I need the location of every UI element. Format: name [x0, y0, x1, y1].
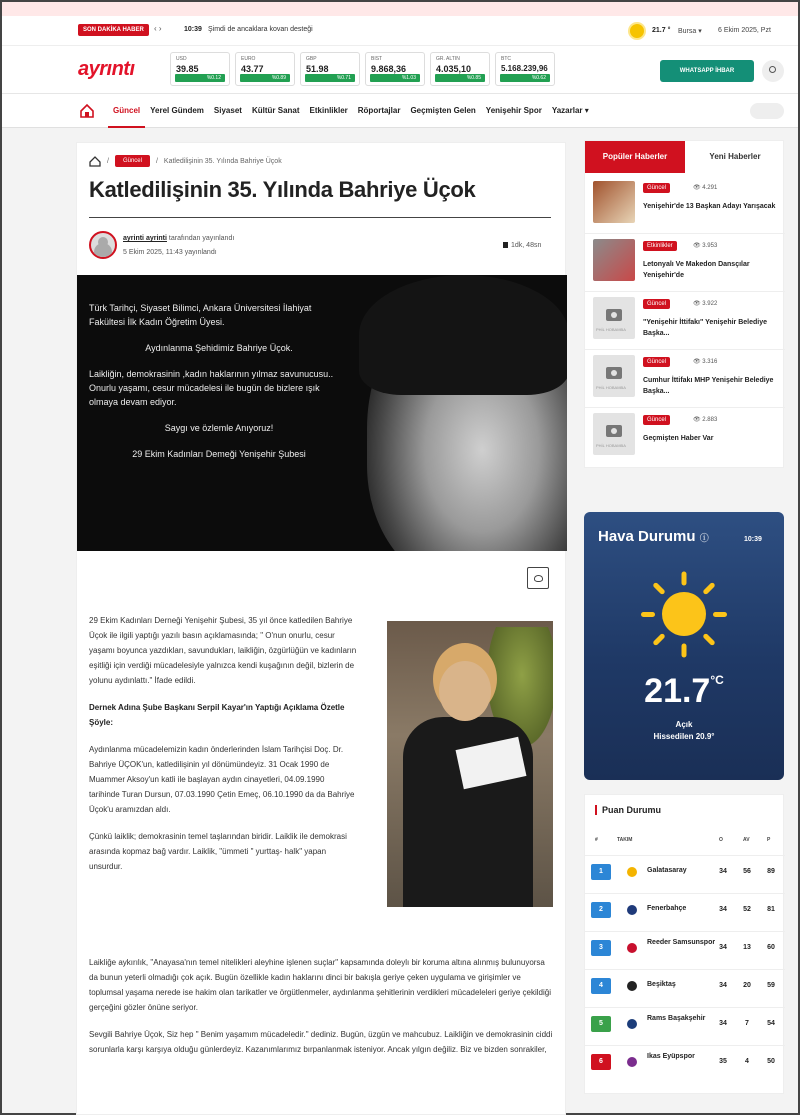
popular-news-item[interactable]: [593, 413, 779, 473]
market-card-btc[interactable]: [495, 52, 555, 86]
view-count-value: 3.922: [702, 301, 718, 307]
standings-title: Puan Durumu: [595, 805, 661, 815]
market-ticker: [170, 52, 555, 86]
whatsapp-report-button[interactable]: WHATSAPP İHBAR: [660, 60, 754, 82]
market-label: BTC: [501, 56, 511, 62]
team-logo-icon: [627, 981, 637, 991]
market-change: %0.85: [435, 74, 485, 82]
team-name[interactable]: Beşiktaş: [647, 981, 676, 988]
view-count: 👁 2.883: [693, 417, 718, 423]
team-name[interactable]: Ikas Eyüpspor: [647, 1053, 695, 1060]
camera-icon: [606, 425, 622, 437]
news-title[interactable]: Geçmişten Haber Var: [643, 435, 714, 442]
nav-item[interactable]: Kültür Sanat: [251, 106, 300, 115]
breadcrumb-current: Katledilişinin 35. Yılında Bahriye Üçok: [163, 157, 282, 165]
team-name[interactable]: Rams Başakşehir: [647, 1015, 706, 1022]
weather-title-text: Hava Durumu: [598, 528, 696, 545]
site-logo[interactable]: ayrıntı: [78, 58, 135, 80]
camera-icon: [606, 309, 622, 321]
sun-ray: [703, 633, 716, 646]
weather-unit: °C: [710, 673, 724, 687]
rank-badge: 6: [591, 1054, 611, 1070]
article-subheading: Dernek Adına Şube Başkanı Serpil Kayar'ın Yaptığı Açıklama Özetle Şöyle:: [89, 703, 345, 727]
view-count: 👁 3.953: [693, 243, 718, 249]
view-count: 👁 4.291: [693, 185, 718, 191]
hero-line: Laikliğin, demokrasinin ,kadın haklarının yılmaz savunucusu.. Onurlu yaşamı, cesur mücadelesi ile bugün de bizlere ışık olmaya devam ediyor.: [89, 369, 334, 407]
market-card-gold[interactable]: [430, 52, 490, 86]
news-category-badge[interactable]: Güncel: [643, 183, 670, 193]
rank-badge: 1: [591, 864, 611, 880]
city-selector[interactable]: Bursa ▾: [678, 28, 702, 35]
standings-header: TAKIM: [617, 837, 633, 843]
view-count: 👁 3.922: [693, 301, 718, 307]
market-change: %0.12: [175, 74, 225, 82]
standings-row[interactable]: [585, 1007, 785, 1039]
rank-badge: 2: [591, 902, 611, 918]
team-logo-icon: [627, 1057, 637, 1067]
points: 54: [767, 1020, 775, 1027]
theme-toggle[interactable]: [750, 103, 784, 119]
news-thumbnail[interactable]: [593, 181, 635, 223]
tab-popular[interactable]: Popüler Haberler: [585, 141, 685, 173]
nav-item[interactable]: Güncel: [108, 94, 145, 128]
rank-badge: 3: [591, 940, 611, 956]
ticker-arrows[interactable]: ‹ ›: [154, 24, 162, 33]
list-divider: [585, 291, 785, 292]
read-time: 1dk, 48sn: [503, 242, 541, 249]
market-card-bist[interactable]: [365, 52, 425, 86]
author-line: [123, 235, 234, 242]
market-label: EURO: [241, 56, 256, 62]
article-body-continued: [89, 955, 555, 1069]
view-count-value: 3.953: [702, 243, 718, 249]
rank-badge: 5: [591, 1016, 611, 1032]
popular-news-item[interactable]: [593, 355, 779, 415]
hero-line: Aydınlanma Şehidimiz Bahriye Üçok.: [145, 343, 293, 353]
list-divider: [585, 233, 785, 234]
top-date: 6 Ekim 2025, Pzt: [718, 27, 771, 34]
nav-item[interactable]: Geçmişten Gelen: [410, 106, 476, 115]
standings-row[interactable]: [585, 855, 785, 887]
average: 52: [743, 906, 751, 913]
nav-item[interactable]: Siyaset: [213, 106, 242, 115]
sun-ray: [652, 582, 665, 595]
nav-item[interactable]: Etkinlikler: [309, 106, 348, 115]
standings-row[interactable]: [585, 931, 785, 963]
team-name[interactable]: Fenerbahçe: [647, 905, 687, 912]
nav-item[interactable]: Yazarlar ▾: [551, 106, 589, 115]
standings-row[interactable]: [585, 893, 785, 925]
played: 34: [719, 944, 727, 951]
weather-feels-like: Hissedilen 20.9°: [653, 732, 715, 741]
popular-news-item[interactable]: [593, 181, 779, 241]
points: 59: [767, 982, 775, 989]
breadcrumb-category[interactable]: Güncel: [115, 155, 150, 167]
points: 50: [767, 1058, 775, 1065]
article-card: [76, 142, 566, 1115]
breadcrumb: [89, 155, 282, 167]
team-name[interactable]: Galatasaray: [647, 867, 687, 874]
market-label: GR. ALTIN: [436, 56, 460, 62]
breaking-news-badge[interactable]: SON DAKİKA HABER: [78, 24, 149, 36]
article-paragraph: Aydınlanma mücadelemizin kadın önderlerinden İslam Tarihçisi Doç. Dr. Bahriye ÜÇOK'un, katledilişinin yıl dönümündeyiz. 31 Ocak 1990 de Muammer Aksoy'un katli ile başlayan aydın cinayetleri, 04.09.1990 tarihinde Turan Dursun, 07.03.1990 Çetin Emeç, 06.10.1990 da da Bahriye Üçok'u aramızdan aldı.: [89, 745, 355, 814]
article-body: [89, 613, 357, 886]
popular-news-item[interactable]: [593, 239, 779, 299]
sun-ray: [641, 612, 655, 617]
article-paragraph: Çünkü laiklik; demokrasinin temel taşlarından biridir. Laiklik ile demokrasi arasında kopmaz bağ vardır. Laiklik, "ümmeti " yurttaş- halk" yapan unsurdur.: [89, 832, 347, 871]
market-value: 43.77: [241, 64, 264, 74]
standings-row[interactable]: [585, 969, 785, 1001]
standings-row[interactable]: [585, 1045, 785, 1077]
average: 56: [743, 868, 751, 875]
weather-widget: [584, 512, 784, 780]
tab-recent[interactable]: Yeni Haberler: [709, 152, 761, 161]
team-logo-icon: [627, 867, 637, 877]
top-temperature: 21.7 °: [652, 27, 671, 34]
team-logo-icon: [627, 943, 637, 953]
view-count-value: 3.316: [702, 359, 718, 365]
article-paragraph: Sevgili Bahriye Üçok, Siz hep " Benim yaşamım mücadeledir." dediniz. Bugün, üzgün ve mahcubuz. Laikliğin ve demokrasinin ciddi sorunlarla karşı karşıya olduğu günlerdeyiz. Kazanımlarımız bırpanlanmak isteniyor. Ancak yılgın değiliz. Biz ve bizden sonrakiler,: [89, 1030, 553, 1054]
news-category-badge[interactable]: Güncel: [643, 415, 670, 425]
points: 89: [767, 868, 775, 875]
news-thumbnail[interactable]: [593, 239, 635, 281]
news-thumbnail[interactable]: [593, 413, 635, 455]
played: 34: [719, 1020, 727, 1027]
market-value: 51.98: [306, 64, 329, 74]
news-title[interactable]: "Yenişehir İttifakı" Yenişehir Belediye Başka...: [643, 319, 768, 337]
points: 60: [767, 944, 775, 951]
average: 4: [745, 1058, 749, 1065]
list-divider: [585, 349, 785, 350]
site-header: [2, 46, 798, 94]
popular-news-item[interactable]: [593, 297, 779, 357]
news-thumbnail[interactable]: [593, 297, 635, 339]
ticker-time: 10:39: [184, 26, 202, 33]
list-divider: [585, 407, 785, 408]
standings-header: AV: [743, 837, 750, 843]
market-change: %0.89: [240, 74, 290, 82]
average: 13: [743, 944, 751, 951]
played: 34: [719, 868, 727, 875]
played: 34: [719, 906, 727, 913]
team-name[interactable]: Reeder Samsunspor: [647, 939, 716, 946]
author-avatar[interactable]: [89, 231, 117, 259]
average: 7: [745, 1020, 749, 1027]
market-change: %1.03: [370, 74, 420, 82]
placeholder-label: PHİL HOBAMBA: [596, 385, 626, 390]
news-title[interactable]: Yenişehir'de 13 Başkan Adayı Yarışacak: [643, 203, 776, 210]
rank-badge: 4: [591, 978, 611, 994]
nav-item[interactable]: Röportajlar: [357, 106, 401, 115]
standings-header: O: [719, 837, 723, 843]
standings-header: P: [767, 837, 771, 843]
hero-caption: [89, 301, 349, 473]
market-value: 4.035,10: [436, 64, 472, 74]
info-icon[interactable]: ⓘ: [699, 533, 709, 543]
market-label: BIST: [371, 56, 383, 62]
search-icon[interactable]: [762, 60, 784, 82]
average: 20: [743, 982, 751, 989]
view-count: 👁 3.316: [693, 359, 718, 365]
placeholder-label: PHİL HOBAMBA: [596, 327, 626, 332]
popular-news-widget: [584, 140, 784, 468]
played: 35: [719, 1058, 727, 1065]
portrait-hair: [359, 275, 567, 395]
points: 81: [767, 906, 775, 913]
market-card-gbp[interactable]: [300, 52, 360, 86]
news-thumbnail[interactable]: [593, 355, 635, 397]
view-count-value: 4.291: [702, 185, 718, 191]
nav-items: [108, 94, 594, 128]
hero-line: Türk Tarihçi, Siyaset Bilimci, Ankara Üniversitesi İlahiyat Fakültesi İlk Kadın Öğretim Üyesi.: [89, 303, 312, 327]
news-category-badge[interactable]: Güncel: [643, 357, 670, 367]
home-icon[interactable]: [89, 156, 101, 167]
camera-icon: [606, 367, 622, 379]
article-paragraph: 29 Ekim Kadınları Derneği Yenişehir Şubesi, 35 yıl önce katledilen Bahriye Üçok ile ilgili yaptığı yazılı basın açıklamasında; " O'nun onurlu, cesur yaşamı boyunca yazdıkları, savundukları, laikliğin, özgürlüğün ve kadınların eşitliği için verdiği mücadelesiyle yalnızca kendi kuşağının değil, bizlerin de yolunu aydınlattı." İfade edildi.: [89, 616, 357, 685]
news-category-badge[interactable]: Güncel: [643, 299, 670, 309]
market-card-usd[interactable]: [170, 52, 230, 86]
article-inline-photo: [387, 621, 553, 907]
market-value: 39.85: [176, 64, 199, 74]
weather-time: 10:39: [744, 536, 762, 543]
author-suffix: tarafından yayınlandı: [166, 235, 235, 242]
market-change: %0.71: [305, 74, 355, 82]
nav-item[interactable]: Yerel Gündem: [150, 106, 204, 115]
standings-header: #: [595, 837, 598, 843]
placeholder-label: PHİL HOBAMBA: [596, 443, 626, 448]
author-name[interactable]: ayrinti ayrinti: [123, 235, 167, 242]
market-label: GBP: [306, 56, 317, 62]
news-category-badge[interactable]: Etkinlikler: [643, 241, 677, 251]
sun-ray: [682, 643, 687, 657]
sun-ray: [703, 582, 716, 595]
article-paragraph: Laikliğe aykırılık, "Anayasa'nın temel nitelikleri aleyhine işlenen suçlar" kapsamında doleylı bir koruma altına alınmış bulunuyorsa da bunun yeterli olmadığı çok açık. Bugün özellikle kadın haklarını dinci bir bakışla geriye çeken uygulama ve girişimler ve toplumsal yaşama nerede ise hakim olan tarikatler ve örgütlenmeler, aydınlanma şehitlerinin verdikleri mücadeleleri geriye çekildiği gerçeğini gözler önüne seriyor.: [89, 958, 551, 1012]
hero-image: [77, 275, 567, 551]
share-icon[interactable]: [527, 567, 549, 589]
weather-title: [598, 528, 709, 545]
hero-line: Saygı ve özlemle Anıyoruz!: [164, 423, 274, 433]
breadcrumb-separator: /: [107, 157, 109, 165]
sun-icon: [630, 24, 644, 38]
news-title[interactable]: Letonyalı Ve Makedon Dansçılar Yenişehir'de: [643, 261, 750, 279]
weather-description: Açık: [675, 720, 693, 729]
market-change: %0.62: [500, 74, 550, 82]
played: 34: [719, 982, 727, 989]
market-value: 5.168.239,96: [501, 64, 548, 73]
team-logo-icon: [627, 1019, 637, 1029]
breadcrumb-separator: /: [155, 157, 158, 165]
market-card-euro[interactable]: [235, 52, 295, 86]
view-count-value: 2.883: [702, 417, 718, 423]
news-title[interactable]: Cumhur İttifakı MHP Yenişehir Belediye Başka...: [643, 377, 774, 395]
sun-disc: [662, 592, 706, 636]
photo-speaker-head: [439, 661, 491, 721]
ticker-headline[interactable]: Şimdi de ancaklara kovan desteği: [208, 26, 313, 33]
sun-ray: [652, 633, 665, 646]
nav-item[interactable]: Yenişehir Spor: [485, 106, 542, 115]
article-title: Katledilişinin 35. Yılında Bahriye Üçok: [89, 177, 476, 202]
sun-ray: [713, 612, 727, 617]
market-value: 9.868,36: [371, 64, 407, 74]
league-standings: [584, 794, 784, 1094]
weather-temp-value: 21.7: [644, 672, 711, 710]
home-icon[interactable]: [78, 102, 96, 120]
weather-temperature: [584, 672, 784, 711]
top-strip: [2, 2, 798, 16]
title-divider: [89, 217, 551, 218]
team-logo-icon: [627, 905, 637, 915]
publish-date: 5 Ekim 2025, 11:43 yayınlandı: [123, 249, 217, 256]
market-label: USD: [176, 56, 187, 62]
hero-line: 29 Ekim Kadınları Demeği Yenişehir Şubesi: [132, 449, 306, 459]
top-bar: [2, 16, 798, 46]
main-nav: [2, 94, 798, 128]
sun-ray: [682, 571, 687, 585]
